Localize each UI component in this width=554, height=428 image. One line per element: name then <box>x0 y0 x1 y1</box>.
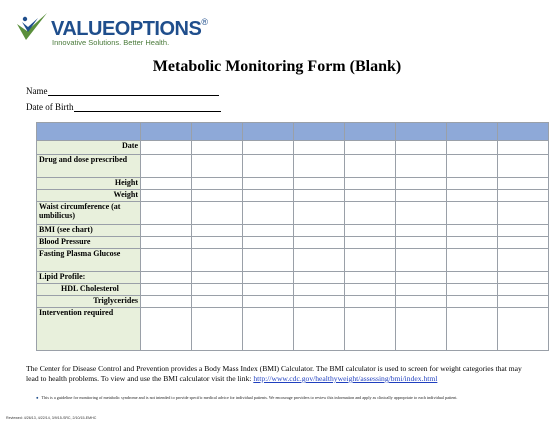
entry-cell[interactable] <box>243 190 294 202</box>
header-cell <box>447 123 498 141</box>
table-row <box>37 190 549 202</box>
entry-cell[interactable] <box>141 190 192 202</box>
entry-cell[interactable] <box>447 155 498 178</box>
table-row <box>37 155 549 178</box>
entry-cell[interactable] <box>243 225 294 237</box>
entry-cell[interactable] <box>192 237 243 249</box>
entry-cell[interactable] <box>498 296 549 308</box>
entry-cell[interactable] <box>141 178 192 190</box>
page-title: Metabolic Monitoring Form (Blank) <box>152 58 402 75</box>
entry-cell[interactable] <box>396 155 447 178</box>
bullet-icon: ● <box>36 395 39 400</box>
entry-cell[interactable] <box>192 202 243 225</box>
entry-cell[interactable] <box>396 272 447 284</box>
table-row <box>37 272 549 284</box>
entry-cell[interactable] <box>243 178 294 190</box>
header-cell <box>141 123 192 141</box>
entry-cell[interactable] <box>192 178 243 190</box>
entry-cell[interactable] <box>294 190 345 202</box>
entry-cell[interactable] <box>141 202 192 225</box>
entry-cell[interactable] <box>396 202 447 225</box>
entry-cell[interactable] <box>498 141 549 155</box>
entry-cell[interactable] <box>294 272 345 284</box>
table-row <box>37 141 549 155</box>
row-label: Intervention required <box>37 308 141 351</box>
row-label: Height <box>37 178 141 190</box>
entry-cell[interactable] <box>345 225 396 237</box>
table-row <box>37 237 549 249</box>
entry-cell[interactable] <box>141 284 192 296</box>
entry-cell[interactable] <box>447 202 498 225</box>
entry-cell[interactable] <box>396 141 447 155</box>
entry-cell[interactable] <box>192 225 243 237</box>
entry-cell[interactable] <box>141 296 192 308</box>
header-cell <box>396 123 447 141</box>
row-label: Fasting Plasma Glucose <box>37 249 141 272</box>
entry-cell[interactable] <box>243 237 294 249</box>
entry-cell[interactable] <box>294 284 345 296</box>
entry-cell[interactable] <box>396 249 447 272</box>
entry-cell[interactable] <box>141 249 192 272</box>
header-cell <box>345 123 396 141</box>
entry-cell[interactable] <box>141 237 192 249</box>
name-label: Name <box>26 86 48 96</box>
entry-cell[interactable] <box>192 141 243 155</box>
row-label: Weight <box>37 190 141 202</box>
entry-cell[interactable] <box>345 178 396 190</box>
entry-cell[interactable] <box>498 237 549 249</box>
header-cell <box>498 123 549 141</box>
entry-cell[interactable] <box>294 178 345 190</box>
entry-cell[interactable] <box>141 155 192 178</box>
entry-cell[interactable] <box>498 190 549 202</box>
entry-cell[interactable] <box>294 249 345 272</box>
row-label: BMI (see chart) <box>37 225 141 237</box>
entry-cell[interactable] <box>447 308 498 351</box>
dob-label: Date of Birth <box>26 102 74 112</box>
entry-cell[interactable] <box>447 249 498 272</box>
entry-cell[interactable] <box>192 155 243 178</box>
entry-cell[interactable] <box>396 296 447 308</box>
entry-cell[interactable] <box>345 237 396 249</box>
dob-line[interactable] <box>74 103 221 112</box>
table-row <box>37 225 549 237</box>
entry-cell[interactable] <box>243 296 294 308</box>
row-label: Lipid Profile: <box>37 272 141 284</box>
entry-cell[interactable] <box>294 308 345 351</box>
entry-cell[interactable] <box>396 284 447 296</box>
name-line[interactable] <box>48 87 219 96</box>
registered-mark: ® <box>201 17 208 27</box>
row-label: Date <box>37 141 141 155</box>
entry-cell[interactable] <box>345 272 396 284</box>
entry-cell[interactable] <box>498 249 549 272</box>
bmi-paragraph <box>26 364 531 384</box>
entry-cell[interactable] <box>396 308 447 351</box>
header-cell <box>243 123 294 141</box>
entry-cell[interactable] <box>345 202 396 225</box>
monitoring-table <box>36 122 549 351</box>
row-label: HDL Cholesterol <box>37 284 141 296</box>
table-row <box>37 178 549 190</box>
table-row <box>37 296 549 308</box>
logo-brand-text: VALUEOPTIONS <box>51 18 202 40</box>
header-cell <box>192 123 243 141</box>
entry-cell[interactable] <box>345 284 396 296</box>
entry-cell[interactable] <box>447 296 498 308</box>
entry-cell[interactable] <box>498 272 549 284</box>
row-label: Blood Pressure <box>37 237 141 249</box>
entry-cell[interactable] <box>243 308 294 351</box>
table-row <box>37 308 549 351</box>
row-label: Waist circumference (at umbilicus) <box>37 202 141 225</box>
row-label: Drug and dose prescribed <box>37 155 141 178</box>
entry-cell[interactable] <box>345 249 396 272</box>
entry-cell[interactable] <box>192 190 243 202</box>
entry-cell[interactable] <box>141 141 192 155</box>
revision-text: Reviewed: 4/26/13, 4/22/14, 3/9/15-SRC, 2/10/15-EMHC <box>6 416 97 420</box>
entry-cell[interactable] <box>345 308 396 351</box>
cdc-bmi-link[interactable]: http://www.cdc.gov/healthyweight/assessing/bmi/index.html <box>253 374 438 383</box>
entry-cell[interactable] <box>243 141 294 155</box>
entry-cell[interactable] <box>498 284 549 296</box>
guideline-note <box>36 395 528 401</box>
table-row <box>37 284 549 296</box>
entry-cell[interactable] <box>447 272 498 284</box>
entry-cell[interactable] <box>447 141 498 155</box>
dob-field[interactable] <box>26 102 221 112</box>
entry-cell[interactable] <box>141 272 192 284</box>
entry-cell[interactable] <box>345 155 396 178</box>
entry-cell[interactable] <box>192 308 243 351</box>
header-label-cell <box>37 123 141 141</box>
row-label: Triglycerides <box>37 296 141 308</box>
entry-cell[interactable] <box>396 237 447 249</box>
entry-cell[interactable] <box>294 202 345 225</box>
entry-cell[interactable] <box>294 141 345 155</box>
entry-cell[interactable] <box>447 190 498 202</box>
table-header-row <box>37 123 549 141</box>
entry-cell[interactable] <box>243 284 294 296</box>
entry-cell[interactable] <box>447 225 498 237</box>
entry-cell[interactable] <box>345 190 396 202</box>
guideline-note-text: This is a guideline for monitoring of metabolic syndrome and is not intended to provide specific medical advice for individual patients. We encourage providers to review this information and apply as clinically appropriate to each individual patient. <box>41 395 458 400</box>
entry-cell[interactable] <box>294 296 345 308</box>
entry-cell[interactable] <box>294 155 345 178</box>
table-row <box>37 202 549 225</box>
entry-cell[interactable] <box>447 284 498 296</box>
entry-cell[interactable] <box>141 308 192 351</box>
entry-cell[interactable] <box>192 296 243 308</box>
bmi-text: The Center for Disease Control and Prevention provides a Body Mass Index (BMI) Calculator. The BMI calculator is used to screen for weight categories that may lead to health problems. To view and use the BMI calculator visit the link: <box>26 364 522 383</box>
entry-cell[interactable] <box>294 225 345 237</box>
entry-cell[interactable] <box>498 225 549 237</box>
entry-cell[interactable] <box>498 308 549 351</box>
table-row <box>37 249 549 272</box>
entry-cell[interactable] <box>192 249 243 272</box>
entry-cell[interactable] <box>294 237 345 249</box>
entry-cell[interactable] <box>243 155 294 178</box>
valueoptions-logo <box>14 10 208 47</box>
entry-cell[interactable] <box>396 178 447 190</box>
entry-cell[interactable] <box>396 225 447 237</box>
entry-cell[interactable] <box>345 141 396 155</box>
logo-tagline: Innovative Solutions. Better Health. <box>52 38 170 47</box>
entry-cell[interactable] <box>498 202 549 225</box>
entry-cell[interactable] <box>243 272 294 284</box>
entry-cell[interactable] <box>192 284 243 296</box>
name-field[interactable] <box>26 86 219 96</box>
logo-checkmark-icon <box>14 10 50 46</box>
entry-cell[interactable] <box>243 202 294 225</box>
header-cell <box>294 123 345 141</box>
entry-cell[interactable] <box>396 190 447 202</box>
entry-cell[interactable] <box>192 272 243 284</box>
entry-cell[interactable] <box>243 249 294 272</box>
entry-cell[interactable] <box>498 155 549 178</box>
entry-cell[interactable] <box>447 237 498 249</box>
entry-cell[interactable] <box>345 296 396 308</box>
entry-cell[interactable] <box>498 178 549 190</box>
entry-cell[interactable] <box>141 225 192 237</box>
entry-cell[interactable] <box>447 178 498 190</box>
